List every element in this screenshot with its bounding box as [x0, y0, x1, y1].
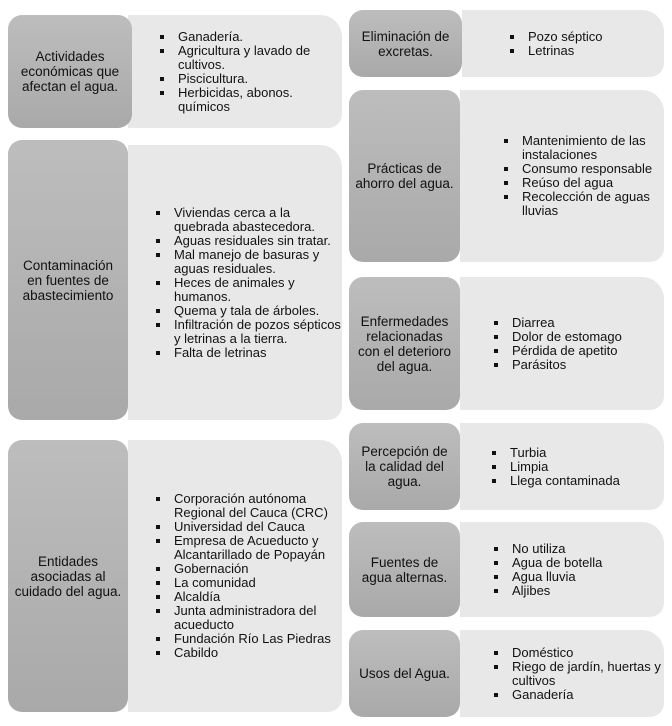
list-item: Gobernación [152, 562, 342, 576]
list-item: Agua de botella [490, 556, 602, 570]
category-items [462, 10, 664, 77]
list-item: Letrinas [506, 44, 602, 58]
list-item: Mantenimiento de las instalaciones [500, 134, 664, 162]
list-item: Alcaldía [152, 590, 342, 604]
list-item: Agua lluvia [490, 570, 602, 584]
list-item: La comunidad [152, 576, 342, 590]
category-items [460, 277, 664, 410]
category-items [460, 423, 664, 510]
category-items [128, 15, 342, 128]
category-label: Usos del Agua. [349, 630, 460, 717]
list-item: Agricultura y lavado de cultivos. [156, 44, 342, 72]
list-item: Recolección de aguas lluvias [500, 190, 664, 218]
list-item: Mal manejo de basuras y aguas residuales. [152, 248, 342, 276]
list-item: Piscicultura. [156, 72, 342, 86]
list-item: Diarrea [490, 316, 622, 330]
list-item: Infiltración de pozos sépticos y letrinas a la tierra. [152, 318, 342, 346]
list-item: Ganadería. [156, 30, 342, 44]
list-item: Universidad del Cauca [152, 520, 342, 534]
list-item: Llega contaminada [488, 474, 620, 488]
list-item: Empresa de Acueducto y Alcantarillado de Popayán [152, 534, 342, 562]
category-label: Enfermedades relacionadas con el deterioro del agua. [349, 277, 460, 410]
list-item: Parásitos [490, 358, 622, 372]
list-item: Corporación autónoma Regional del Cauca (CRC) [152, 492, 342, 520]
list-item: Limpia [488, 460, 620, 474]
list-item: Viviendas cerca a la quebrada abastecedora. [152, 206, 342, 234]
list-item: Riego de jardín, huertas y cultivos [490, 660, 664, 688]
category-items [128, 440, 342, 712]
category-label: Actividades económicas que afectan el agua. [8, 15, 132, 128]
category-label: Eliminación de excretas. [349, 10, 462, 77]
list-item: Cabildo [152, 646, 342, 660]
list-item: Aljibes [490, 584, 602, 598]
category-label: Contaminación en fuentes de abastecimiento [8, 140, 128, 420]
list-item: Quema y tala de árboles. [152, 304, 342, 318]
list-item: Doméstico [490, 646, 664, 660]
category-label: Percepción de la calidad del agua. [349, 423, 460, 510]
category-items [460, 522, 664, 617]
list-item: Junta administradora del acueducto [152, 604, 342, 632]
category-label: Fuentes de agua alternas. [349, 522, 460, 617]
category-items [128, 145, 342, 420]
list-item: Fundación Río Las Piedras [152, 632, 342, 646]
list-item: Falta de letrinas [152, 346, 342, 360]
list-item: Heces de animales y humanos. [152, 276, 342, 304]
list-item: Consumo responsable [500, 162, 664, 176]
list-item: Pérdida de apetito [490, 344, 622, 358]
category-label: Entidades asociadas al cuidado del agua. [8, 440, 128, 712]
list-item: Aguas residuales sin tratar. [152, 234, 342, 248]
list-item: Pozo séptico [506, 30, 602, 44]
category-label: Prácticas de ahorro del agua. [349, 90, 460, 262]
list-item: Herbicidas, abonos. químicos [156, 86, 342, 114]
list-item: Turbia [488, 446, 620, 460]
list-item: Dolor de estomago [490, 330, 622, 344]
category-items [460, 90, 664, 262]
list-item: Reúso del agua [500, 176, 664, 190]
list-item: Ganadería [490, 688, 664, 702]
category-items [460, 630, 664, 717]
list-item: No utiliza [490, 542, 602, 556]
